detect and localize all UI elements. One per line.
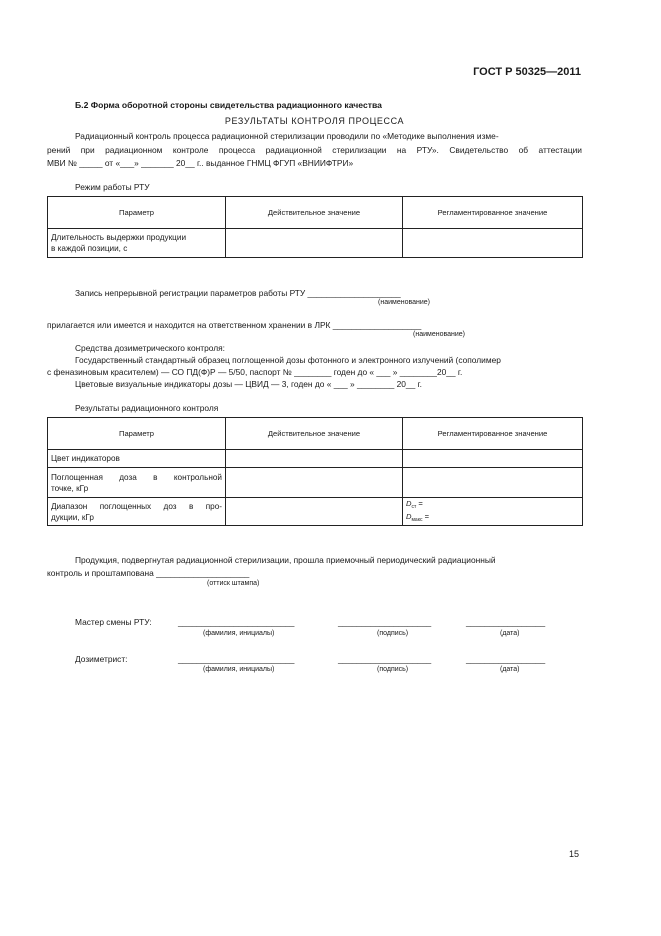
name-line: _________________________ (178, 617, 295, 627)
sign-line: ____________________ (338, 617, 432, 627)
intro-line-3: МВИ № _____ от «___» _______ 20__ г.. выданное ГНМЦ ФГУП «ВНИИФТРИ» (47, 158, 354, 168)
table2-row1-line-1: Цвет индикаторов (51, 454, 120, 463)
table2-header-actual: Действительное значение (226, 418, 403, 450)
document-number: ГОСТ Р 50325—2011 (473, 66, 581, 78)
stamp-caption: (оттиск штампа) (207, 580, 260, 587)
results-label: Результаты радиационного контроля (75, 403, 219, 413)
sign-line: ____________________ (338, 654, 432, 664)
record-line: Запись непрерывной регистрации параметров работы РТУ ____________________ (75, 288, 401, 298)
mode-table (47, 196, 583, 258)
table1-param-line-1: Длительность выдержки продукции (51, 233, 187, 242)
table2-row-regulated (403, 468, 583, 498)
storage-line: прилагается или имеется и находится на ответственном хранении в ЛРК ___________________ (47, 320, 422, 330)
dosimetry-line-1: Средства дозиметрического контроля: (75, 343, 225, 353)
intro-line-1: Радиационный контроль процесса радиационной стерилизации проводили по «Методике выполнения изме- (75, 131, 499, 141)
table2-row2-line-2: точке, кГр (51, 483, 89, 493)
d-max-value: $D_{макс}$ = (406, 511, 430, 523)
mode-label: Режим работы РТУ (75, 182, 150, 192)
signature-label: Дозиметрист: (75, 654, 128, 664)
record-caption: (наименование) (378, 299, 430, 306)
sign-caption: (подпись) (377, 666, 409, 673)
table2-row3-line-2: дукции, кГр (51, 512, 94, 522)
table2-header-param: Параметр (48, 418, 226, 450)
intro-line-2: рений при радиационном контроле процесса радиационной стерилизации на РТУ». Свидетельство об аттестации (47, 145, 582, 155)
table2-row-param (48, 450, 226, 468)
dosimetry-line-3: с феназиновым красителем) — СО ПД(Ф)Р — 5/50, паспорт № ________ годен до « ___ » ________20__ г. (47, 367, 463, 377)
dose-range-cell (403, 498, 583, 526)
table2-header-regulated: Регламентированное значение (403, 418, 583, 450)
table1-row-actual (226, 229, 403, 258)
table2-row-actual (226, 468, 403, 498)
storage-caption: (наименование) (413, 331, 465, 338)
dosimetry-line-2: Государственный стандартный образец поглощенной дозы фотонного и электронного излучений (сополимер (75, 355, 501, 365)
table2-row-actual (226, 498, 403, 526)
section-title: Б.2 Форма оборотной стороны свидетельства радиационного качества (75, 100, 382, 110)
table2-row2-line-1: Поглощенная доза в контрольной (51, 472, 222, 482)
date-line: _________________ (466, 654, 546, 664)
name-line: _________________________ (178, 654, 295, 664)
table1-param-line-2: в каждой позиции, с (51, 244, 128, 253)
table1-row-regulated (403, 229, 583, 258)
dosimetry-line-4: Цветовые визуальные индикаторы дозы — ЦВИД — 3, годен до « ___ » ________ 20__ г. (75, 379, 422, 389)
table2-row-regulated (403, 450, 583, 468)
table1-header-param: Параметр (48, 197, 226, 229)
table1-header-regulated: Регламентированное значение (403, 197, 583, 229)
name-caption: (фамилия, инициалы) (203, 666, 275, 673)
signature-label: Мастер смены РТУ: (75, 617, 152, 627)
date-line: _________________ (466, 617, 546, 627)
conclusion-line-1: Продукция, подвергнутая радиационной стерилизации, прошла приемочный периодический радиационный (75, 555, 496, 565)
table2-row-actual (226, 450, 403, 468)
table2-row-param (48, 498, 226, 526)
d-st-value: $D_{ст}$ = (406, 498, 423, 510)
results-table (47, 417, 583, 526)
sign-caption: (подпись) (377, 630, 409, 637)
table1-header-actual: Действительное значение (226, 197, 403, 229)
page-number: 15 (569, 849, 580, 859)
name-caption: (фамилия, инициалы) (203, 630, 275, 637)
table2-row3-line-1: Диапазон поглощенных доз в про- (51, 501, 222, 511)
table1-row-param (48, 229, 226, 258)
date-caption: (дата) (500, 666, 520, 673)
results-title: РЕЗУЛЬТАТЫ КОНТРОЛЯ ПРОЦЕССА (224, 116, 405, 126)
date-caption: (дата) (500, 630, 520, 637)
table2-row-param (48, 468, 226, 498)
conclusion-line-2: контроль и проштампована ____________________ (47, 568, 250, 578)
